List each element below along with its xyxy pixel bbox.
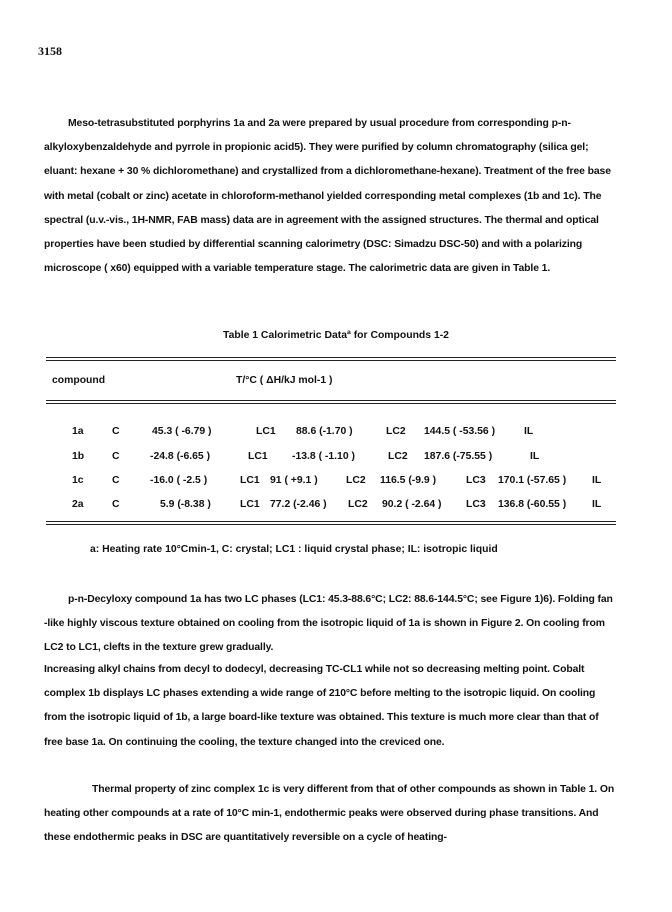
table-cell: C <box>112 499 120 510</box>
table-bottom-rule <box>46 521 616 525</box>
table-cell: 91 ( +9.1 ) <box>270 475 318 486</box>
table-cell: LC1 <box>256 426 276 437</box>
table-cell: LC2 <box>346 475 366 486</box>
paragraph-cobalt: Increasing alkyl chains from decyl to dodecyl, decreasing TC-CL1 while not so decreasing melting point. Cobalt complex 1b displays LC phases extending a wide range of 210°C before melting to the isotropic liquid. On cooling from the isotropic liquid of 1b, a large board-like texture was obtained. This texture is much more clear than that of free base 1a. On continuing the cooling, the texture changed into the creviced one. <box>44 664 599 748</box>
table-cell: 5.9 (-8.38 ) <box>160 499 211 510</box>
page-number: 3158 <box>38 44 62 58</box>
paragraph-intro: Meso-tetrasubstituted porphyrins 1a and 2a were prepared by usual procedure from corresponding p-n-alkyloxybenzaldehyde and pyrrole in propionic acid5). They were purified by column chromatography (silica gel; eluant: hexane + 30 % dichloromethane) and crystallized from a dichloromethane-hexane). Treatment of the free base with metal (cobalt or zinc) acetate in chloroform-methanol yielded corresponding metal complexes (1b and 1c). The spectral (u.v.-vis., 1H-NMR, FAB mass) data are in agreement with the assigned structures. The thermal and optical properties have been studied by differential scanning calorimetry (DSC: Simadzu DSC-50) and with a polarizing microscope ( x60) equipped with a variable temperature stage. The calorimetric data are given in Table 1. <box>44 118 611 275</box>
table-cell: 88.6 (-1.70 ) <box>296 426 353 437</box>
table-cell: IL <box>592 475 602 486</box>
table-row <box>0 475 672 495</box>
table-cell: C <box>112 475 120 486</box>
paragraph-zinc: Thermal property of zinc complex 1c is very different from that of other compounds as shown in Table 1. On heating other compounds at a rate of 10°C min-1, endothermic peaks were observed during phase transitions. And these endothermic peaks in DSC are quantitatively reversible on a cycle of heating- <box>44 784 615 844</box>
table-cell: 77.2 (-2.46 ) <box>270 499 327 510</box>
table-cell: IL <box>524 426 534 437</box>
table-row <box>0 426 672 446</box>
table-cell: LC2 <box>386 426 406 437</box>
table-cell: LC2 <box>348 499 368 510</box>
table-cell: C <box>112 426 120 437</box>
table-cell: IL <box>530 451 540 462</box>
table-cell: 2a <box>72 499 84 510</box>
table-cell: 45.3 ( -6.79 ) <box>152 426 212 437</box>
table-row <box>0 451 672 471</box>
table-caption: Table 1 Calorimetric Dataª for Compounds 1-2 <box>223 330 449 341</box>
table-cell: LC1 <box>240 475 260 486</box>
table-cell: -16.0 ( -2.5 ) <box>150 475 208 486</box>
table-cell: LC1 <box>240 499 260 510</box>
table-cell: LC2 <box>388 451 408 462</box>
table-cell: 1b <box>72 451 85 462</box>
table-cell: 144.5 ( -53.56 ) <box>424 426 496 437</box>
table-cell: 116.5 (-9.9 ) <box>380 475 437 486</box>
paragraph-decyloxy: p-n-Decyloxy compound 1a has two LC phases (LC1: 45.3-88.6°C; LC2: 88.6-144.5°C; see Figure 1)6). Folding fan -like highly viscous texture obtained on cooling from the isotropic liquid of 1a is shown in Figure 2. On cooling from LC2 to LC1, clefts in the texture grew gradually. <box>44 594 613 654</box>
table-header-temperature: T/°C ( ΔH/kJ mol-1 ) <box>236 375 333 386</box>
table-cell: C <box>112 451 120 462</box>
table-cell: LC3 <box>466 475 486 486</box>
table-cell: 1a <box>72 426 84 437</box>
table-footnote: a: Heating rate 10°Cmin-1, C: crystal; LC1 : liquid crystal phase; IL: isotropic liquid <box>90 544 498 555</box>
table-cell: -24.8 (-6.65 ) <box>150 451 211 462</box>
table-cell: LC1 <box>248 451 268 462</box>
table-cell: IL <box>592 499 602 510</box>
table-header-compound: compound <box>52 375 106 386</box>
table-cell: LC3 <box>466 499 486 510</box>
table-cell: 136.8 (-60.55 ) <box>498 499 567 510</box>
table-cell: 1c <box>72 475 84 486</box>
table-cell: 170.1 (-57.65 ) <box>498 475 567 486</box>
table-top-rule <box>46 357 616 361</box>
table-cell: 90.2 ( -2.64 ) <box>382 499 442 510</box>
table-cell: 187.6 (-75.55 ) <box>424 451 493 462</box>
table-row <box>0 499 672 519</box>
table-header-rule <box>46 400 616 404</box>
table-cell: -13.8 ( -1.10 ) <box>292 451 355 462</box>
